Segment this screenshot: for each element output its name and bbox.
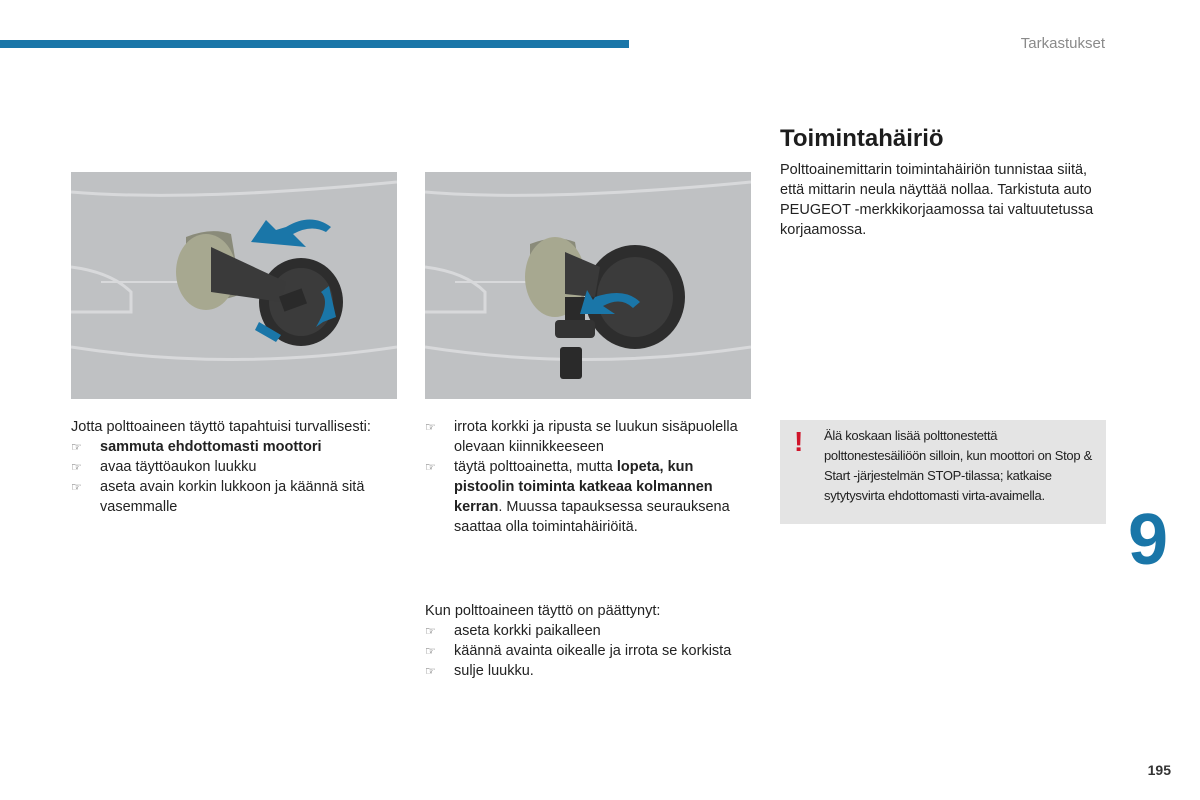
list-item <box>425 457 755 537</box>
warning-text: Älä koskaan lisää polttonestettä polttonestesäiliöön silloin, kun moottori on Stop & Start -järjestelmän STOP-tilassa; katkaise sytytysvirta ehdottomasti virta-avaimella. <box>824 428 1092 503</box>
list-item <box>71 477 401 517</box>
list-item-text-after: . Muussa tapauksessa seurauksena saattaa olla toimintahäiriöitä. <box>454 499 730 535</box>
list-item-text: käännä avainta oikealle ja irrota se korkista <box>454 643 732 659</box>
fuel-cap-removed-illustration <box>425 172 751 399</box>
list-item-bold: sammuta ehdottomasti moottori <box>100 439 322 455</box>
list-item-bold: lopeta, kun pistoolin toiminta katkeaa kolmannen kerran <box>454 459 713 515</box>
list-item <box>425 621 755 641</box>
left-intro: Jotta polttoaineen täyttö tapahtuisi turvallisesti: <box>71 419 371 435</box>
header-accent-bar <box>0 40 629 48</box>
malfunction-heading: Toimintahäiriö <box>780 125 944 152</box>
list-item-text: täytä polttoainetta, mutta <box>454 459 617 475</box>
malfunction-text: Polttoainemittarin toimintahäiriön tunnistaa siitä, että mittarin neula näyttää nollaa. Tarkistuta auto PEUGEOT -merkkikorjaamossa tai valtuutetussa korjaamossa. <box>780 162 1094 238</box>
fuel-cap-hanging-icon <box>425 172 751 399</box>
list-item-text: irrota korkki ja ripusta se luukun sisäpuolella olevaan kiinnikkeeseen <box>454 419 738 455</box>
hand-pointer-icon: ☞ <box>425 420 436 434</box>
warning-box <box>780 420 1106 524</box>
hand-pointer-icon: ☞ <box>425 624 436 638</box>
hand-pointer-icon: ☞ <box>71 440 82 454</box>
hand-pointer-icon: ☞ <box>425 460 436 474</box>
after-step-list <box>425 621 755 681</box>
hand-pointer-icon: ☞ <box>425 664 436 678</box>
middle-step-list <box>425 417 755 537</box>
list-item <box>71 457 401 477</box>
left-step-list <box>71 437 401 517</box>
list-item-text: aseta avain korkin lukkoon ja käännä sitä vasemmalle <box>100 479 365 515</box>
left-instructions <box>71 417 401 517</box>
exclamation-icon: ! <box>794 426 804 457</box>
list-item-text: avaa täyttöaukon luukku <box>100 459 257 475</box>
list-item <box>71 437 401 457</box>
section-title: Tarkastukset <box>1020 35 1105 52</box>
hand-pointer-icon: ☞ <box>71 480 82 494</box>
fuel-flap-unlock-icon <box>71 172 397 399</box>
list-item-text: aseta korkki paikalleen <box>454 623 601 639</box>
list-item-text: sulje luukku. <box>454 663 534 679</box>
list-item <box>425 661 755 681</box>
after-fueling-instructions <box>425 601 755 681</box>
fuel-cap-unlock-illustration <box>71 172 397 399</box>
malfunction-paragraph <box>780 160 1110 240</box>
list-item <box>425 417 755 457</box>
chapter-number: 9 <box>1128 500 1169 580</box>
hand-pointer-icon: ☞ <box>71 460 82 474</box>
hand-pointer-icon: ☞ <box>425 644 436 658</box>
after-intro: Kun polttoaineen täyttö on päättynyt: <box>425 603 661 619</box>
list-item <box>425 641 755 661</box>
middle-instructions <box>425 417 755 537</box>
page-number: 195 <box>1147 762 1171 778</box>
